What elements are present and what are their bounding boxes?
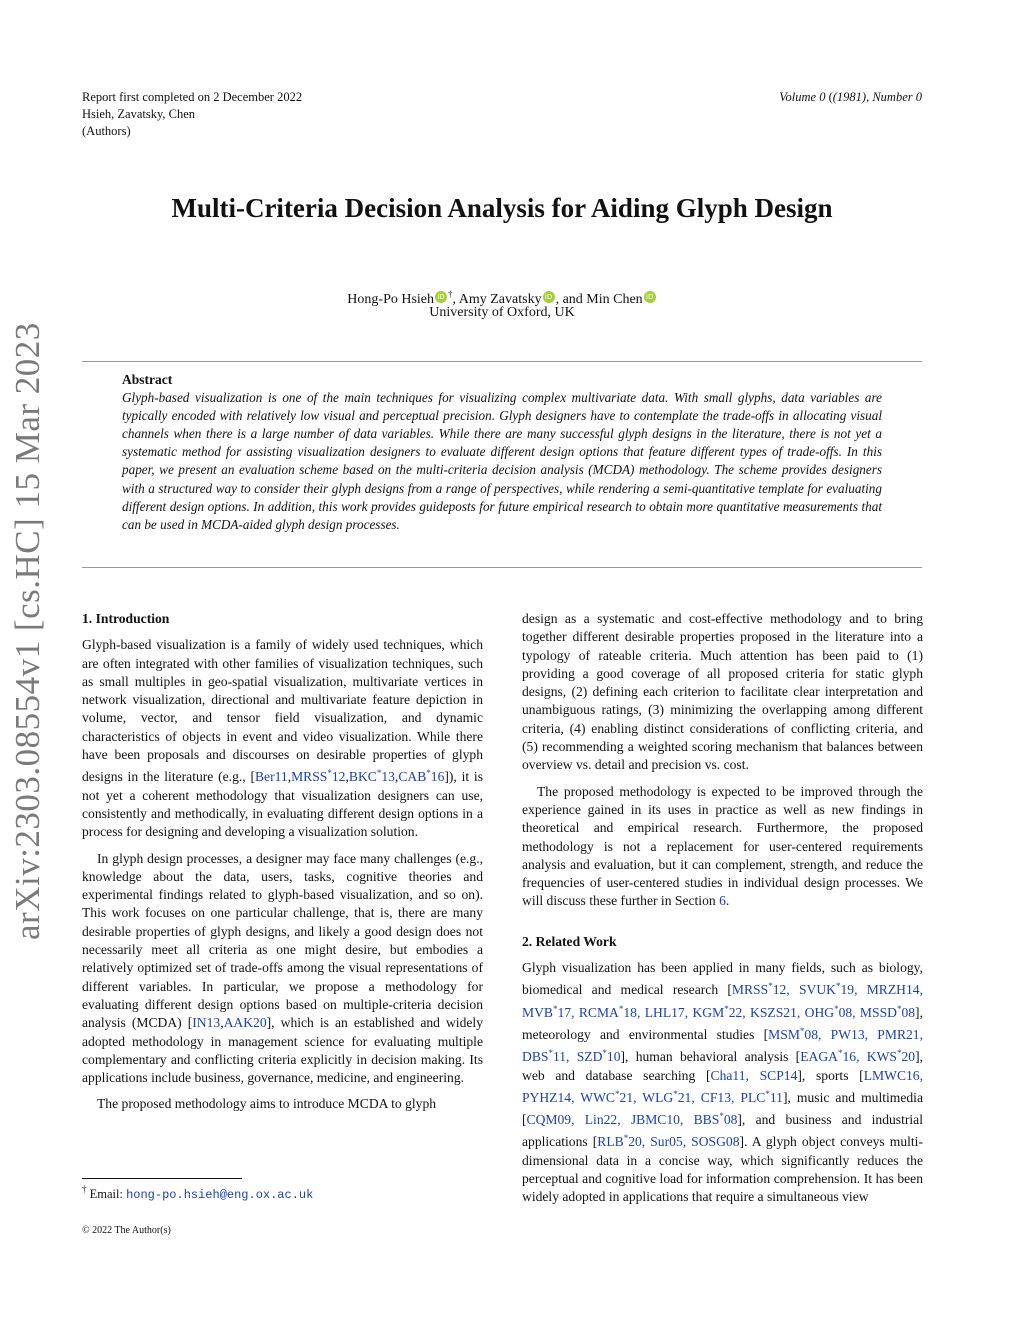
- citation-link[interactable]: AAK20: [223, 1015, 267, 1031]
- abstract-top-rule: [82, 361, 922, 362]
- citation-link[interactable]: IN13: [192, 1015, 221, 1031]
- right-column: [522, 610, 923, 1215]
- orcid-icon[interactable]: iD: [644, 291, 656, 303]
- header-authors: Hsieh, Zavatsky, Chen: [82, 107, 196, 121]
- citation-group[interactable]: RLB*20, Sur05, SOSG08: [597, 1133, 740, 1150]
- citation-group[interactable]: Cha11, SCP14: [710, 1067, 798, 1083]
- report-date: Report first completed on 2 December 2022: [82, 90, 303, 104]
- citation-group[interactable]: MRSS*12, SVUK*19, MRZH14, MVB*17, RCMA*18, LHL17, KGM*22, KSZS21, OHG*08, MSSD*08: [522, 981, 923, 1020]
- section-heading-related-work: 2. Related Work: [522, 933, 617, 949]
- volume: Volume 0: [779, 90, 826, 104]
- intro-paragraph-continued: design as a systematic and cost-effective methodology and to bring together different desirable properties proposed in the literature into a typology of rateable criteria. Much attention has been paid to (1) providing a good coverage of all proposed criteria for static glyph designs, (2) defining each criterion to facilitate clear interpretation and unambiguous ratings, (3) minimizing the overlapping among different criteria, (4) enabling distinct considerations of conflicting criteria, and (5) recommending a weighted scoring mechanism that balances between overview vs. detail and precision vs. cost.: [522, 611, 923, 773]
- footnote-mark: †: [82, 1184, 87, 1194]
- affiliation: University of Oxford, UK: [429, 305, 575, 320]
- citation-link[interactable]: CAB*16: [398, 768, 445, 785]
- email-link[interactable]: hong-po.hsieh@eng.ox.ac.uk: [126, 1188, 314, 1202]
- citation-group[interactable]: CQM09, Lin22, JBMC10, BBS*08: [526, 1111, 738, 1128]
- citation-link[interactable]: Ber11: [254, 769, 288, 785]
- citation-link[interactable]: MRSS*12: [291, 768, 346, 785]
- running-header-left: [82, 89, 302, 140]
- abstract-block: [122, 371, 882, 534]
- number: , Number 0: [866, 90, 922, 104]
- citation-group[interactable]: MSM*08, PW13, PMR21, DBS*11, SZD*10: [522, 1025, 923, 1065]
- author-zavatsky: , Amy Zavatsky: [452, 292, 542, 307]
- author-chen: , and Min Chen: [555, 292, 643, 307]
- header-authors-note: (Authors): [82, 124, 131, 138]
- footnote-label: Email:: [89, 1187, 127, 1201]
- arxiv-stamp: arXiv:2303.08554v1 [cs.HC] 15 Mar 2023: [8, 322, 47, 940]
- intro-paragraph-1: Glyph-based visualization is a family of widely used techniques, which are often integrated with other families of visualization techniques, such as small multiples in geo-spatial visualization, multivariate vertices in network visualization, directional and multivariate feature depiction in volume, vector, and tensor field visualization, and dynamic characteristics of objects in event and video visualization. While there have been proposals and discourses on desirable properties of glyph designs in the literature (e.g., [Ber11,MRSS*12,BKC*13,CAB*16]), it is not yet a coherent methodology that visualization designers can use, consistently and methodically, in evaluating different design options in a process for designing and developing a visualization solution.: [82, 637, 483, 840]
- left-column: [82, 610, 483, 1122]
- copyright-notice: © 2022 The Author(s): [82, 1225, 171, 1236]
- running-header-right: Volume 0 ((1981), Number 0: [779, 90, 922, 104]
- related-work-paragraph: Glyph visualization has been applied in many fields, such as biology, biomedical and medical research [MRSS*12, SVUK*19, MRZH14, MVB*17, RCMA*18, LHL17, KGM*22, KSZS21, OHG*08, MSSD*08], meteorology and environmental studies [MSM*08, PW13, PMR21, DBS*11, SZD*10], human behavioral analysis [EAGA*16, KWS*20], web and database searching [Cha11, SCP14], sports [LMWC16, PYHZ14, WWC*21, WLG*21, CF13, PLC*11], music and multimedia [CQM09, Lin22, JBMC10, BBS*08], and business and industrial applications [RLB*20, Sur05, SOSG08]. A glyph object conveys multi-dimensional data in a concise way, which significantly reduces the perceptual and cognitive load for information comprehension. It has been widely adopted in applications that require a simultaneous view: [522, 960, 923, 1205]
- intro-paragraph-2: In glyph design processes, a designer may face many challenges (e.g., knowledge about the data, users, tasks, cognitive theories and experimental findings related to glyph-based visualization, and so on). This work focuses on one particular challenge, that is, there are many desirable properties of glyph designs, and likely a good design does not necessarily meet all criteria as one might desire, but embodies a relatively optimized set of trade-offs among the visual representations of different variables. In particular, we propose a methodology for evaluating different design options based on multiple-criteria decision analysis (MCDA) [IN13,AAK20], which is an established and widely adopted methodology in management science for evaluating multiple complementary and conflicting criteria explicitly in decision making. Its applications include business, governance, medicine, and engineering.: [82, 850, 483, 1086]
- abstract-text: Glyph-based visualization is one of the main techniques for visualizing complex multivariate data. With small glyphs, data variables are typically encoded with relatively low visual and perceptual precision. Glyph designers have to contemplate the trade-offs in allocating visual channels when there is a large number of data variables. While there are many successful glyph designs in the literature, there is not yet a systematic method for assisting visualization designers to evaluate different design options that feature different types of trade-offs. In this paper, we present an evaluation scheme based on the multi-criteria decision analysis (MCDA) methodology. The scheme provides designers with a structured way to consider their glyph designs from a range of perspectives, while rendering a semi-quantitative template for evaluating different design options. In addition, this work provides guideposts for future empirical research to obtain more quantitative measurements that can be used in MCDA-aided glyph design processes.: [122, 390, 882, 532]
- citation-link[interactable]: BKC*13: [348, 768, 395, 785]
- dagger-mark: †: [448, 289, 453, 299]
- abstract-heading: Abstract: [122, 372, 173, 387]
- author-hsieh: Hong-Po Hsieh: [347, 292, 435, 307]
- section-link[interactable]: 6: [719, 893, 726, 909]
- intro-paragraph-3: The proposed methodology aims to introduce MCDA to glyph: [97, 1096, 437, 1112]
- paper-title: Multi-Criteria Decision Analysis for Aiding Glyph Design: [171, 193, 833, 223]
- abstract-bottom-rule: [82, 567, 922, 568]
- intro-paragraph-4: The proposed methodology is expected to be improved through the experience gained in its uses in practice as well as new findings in theoretical and empirical research. Furthermore, the proposed methodology is not a replacement for user-centered requirements analysis and evaluation, but it can complement, strength, and reduce the frequencies of user-centered studies in individual design processes. We will discuss these further in Section 6.: [522, 783, 923, 909]
- citation-group[interactable]: EAGA*16, KWS*20: [800, 1048, 916, 1065]
- orcid-icon[interactable]: iD: [543, 291, 555, 303]
- footnote-rule: [82, 1178, 242, 1179]
- citation-group[interactable]: LMWC16, PYHZ14, WWC*21, WLG*21, CF13, PLC*11: [522, 1067, 923, 1105]
- orcid-icon[interactable]: iD: [435, 291, 447, 303]
- section-heading-introduction: 1. Introduction: [82, 611, 170, 626]
- footnote: [82, 1184, 313, 1202]
- year: (1981): [832, 90, 867, 104]
